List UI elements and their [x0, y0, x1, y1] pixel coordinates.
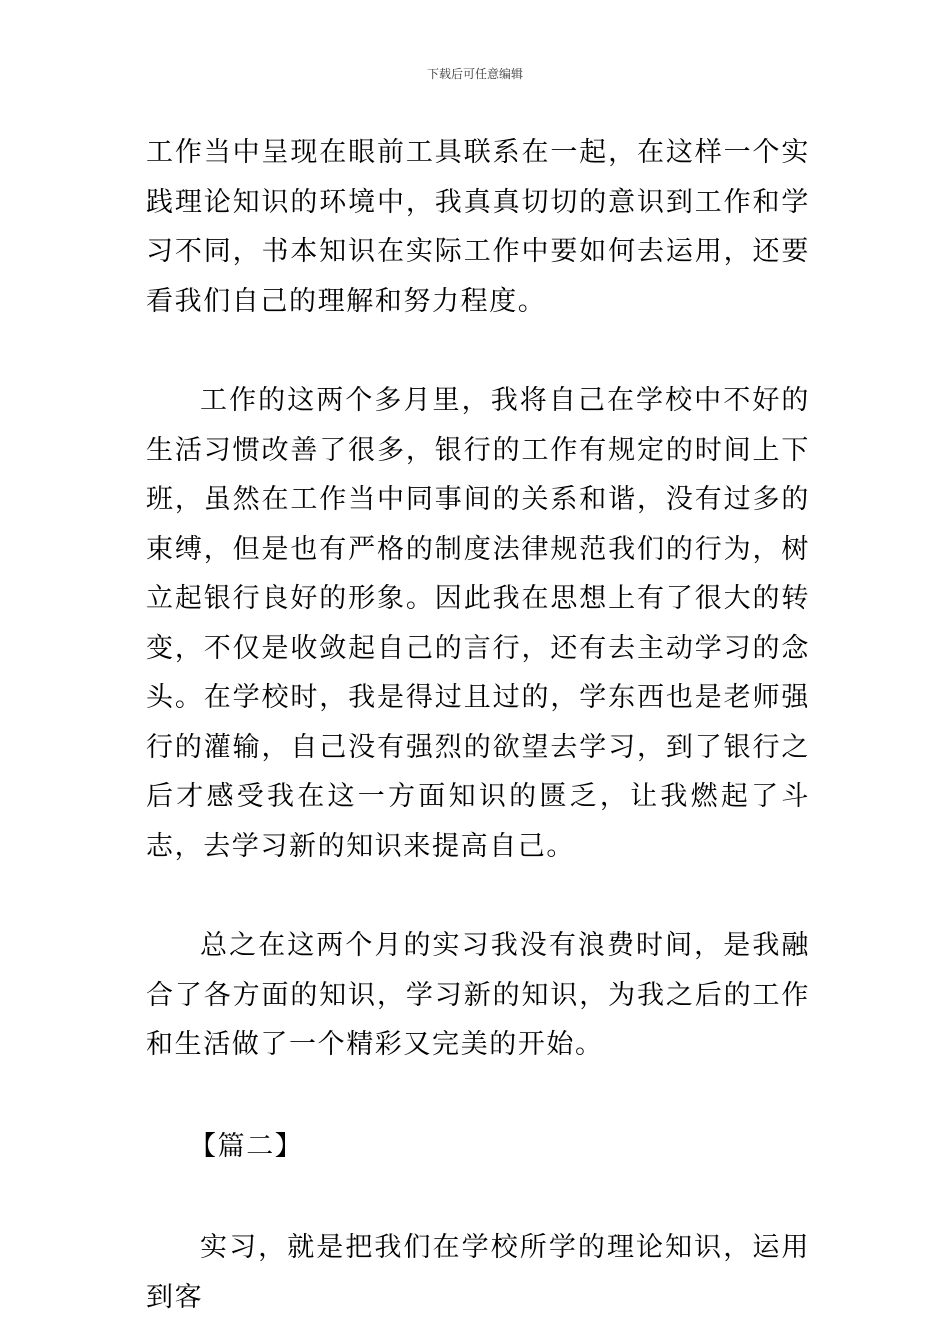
section-heading: 【篇二】 — [189, 1130, 304, 1162]
page-header: 下载后可任意编辑 — [426, 67, 523, 81]
paragraph-spacer — [146, 1171, 810, 1223]
paragraph-internship-intro: 实习，就是把我们在学校所学的理论知识，运用到客 — [146, 1232, 810, 1313]
paragraph-summary: 总之在这两个月的实习我没有浪费时间，是我融合了各方面的知识，学习新的知识，为我之后的工作和生活做了一个精彩又完美的开始。 — [146, 930, 810, 1060]
document-body — [146, 128, 810, 1322]
paragraph-spacer — [146, 1070, 810, 1122]
paragraph-continuation: 工作当中呈现在眼前工具联系在一起，在这样一个实践理论知识的环境中，我真真切切的意识到工作和学习不同，书本知识在实际工作中要如何去运用，还要看我们自己的理解和努力程度。 — [146, 137, 810, 317]
paragraph-work-habits: 工作的这两个多月里，我将自己在学校中不好的生活习惯改善了很多，银行的工作有规定的时间上下班，虽然在工作当中同事间的关系和谐，没有过多的束缚，但是也有严格的制度法律规范我们的行为，树立起银行良好的形象。因此我在思想上有了很大的转变，不仅是收敛起自己的言行，还有去主动学习的念头。在学校时，我是得过且过的，学东西也是老师强行的灌输，自己没有强烈的欲望去学习，到了银行之后才感受我在这一方面知识的匮乏，让我燃起了斗志，去学习新的知识来提高自己。 — [146, 385, 810, 862]
paragraph-spacer — [146, 326, 810, 376]
paragraph-spacer — [146, 871, 810, 921]
